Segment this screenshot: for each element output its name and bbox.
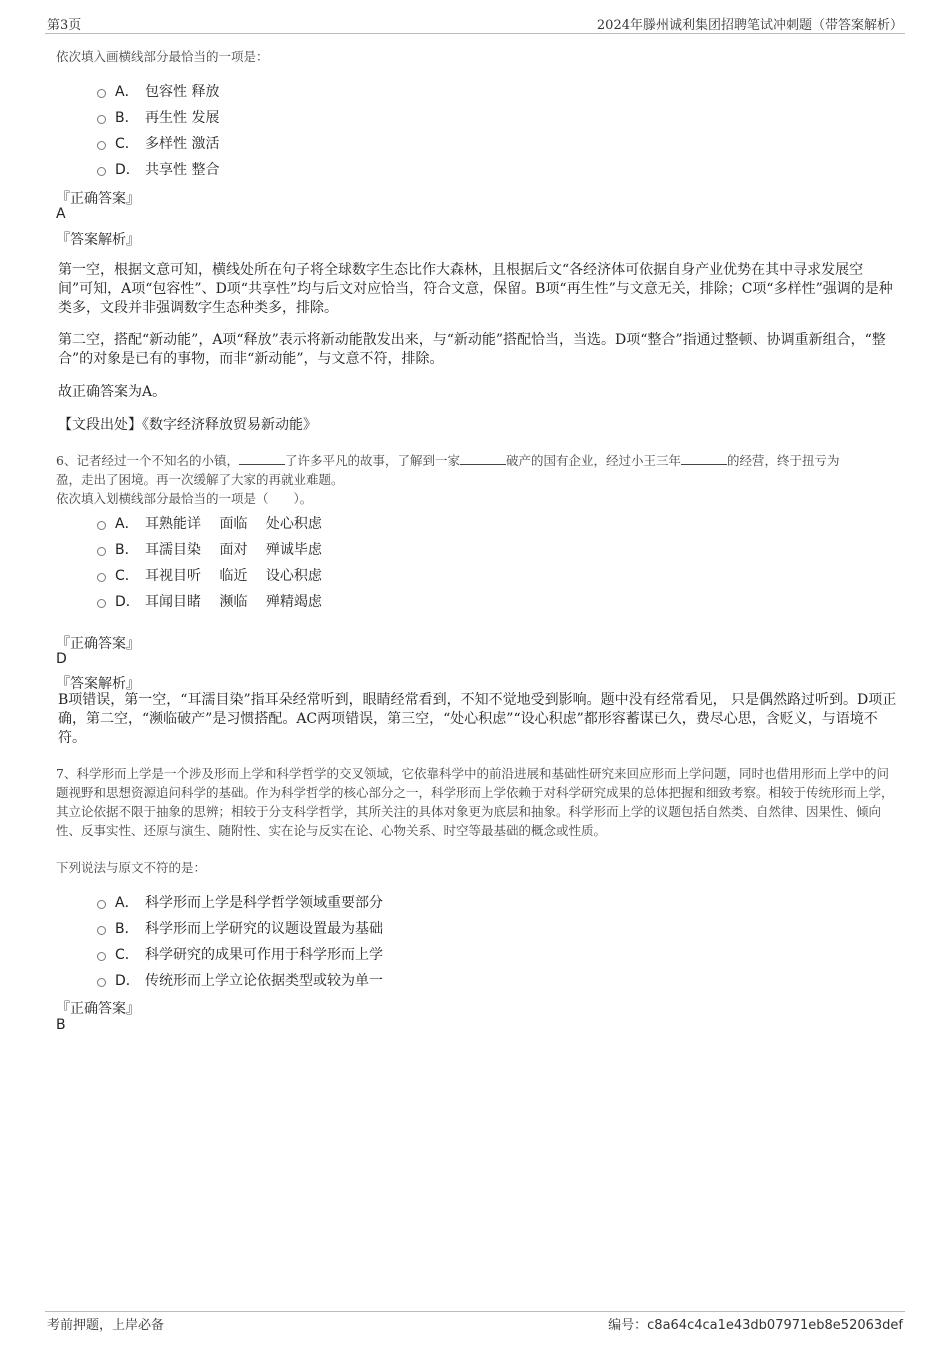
q7-passage: 7、科学形而上学是一个涉及形而上学和科学哲学的交叉领域，它依靠科学中的前沿进展和基础性研究来回应形而上学问题，同时也借用形而上学中的问题视野和思想资源追问科学的基础。作为科学哲学的核心部分之一，科学形而上学依赖于对科学研究成果的总体把握和细致考察。相较于传统形而上学，其立论依据不限于抽象的思辨；相较于分支科学哲学，其所关注的具体对象更为底层和抽象。科学形而上学的议题包括自然类、自然律、因果性、倾向性、反事实性、还原与演生、随附性、实在论与反实在论、心物关系、时空等最基础的概念或性质。 <box>56 766 894 838</box>
q6-answer-label: 『正确答案』 <box>56 636 140 652</box>
document-title: 2024年滕州诚利集团招聘笔试冲刺题（带答案解析） <box>596 18 903 33</box>
radio-icon[interactable] <box>97 521 106 530</box>
footer-rule <box>45 1311 905 1312</box>
radio-icon[interactable] <box>97 900 106 909</box>
q6-answer: D <box>56 651 67 667</box>
q6-analysis: B项错误，第一空，“耳濡目染”指耳朵经常听到，眼睛经常看到，不知不觉地受到影响。题中没有经常看见， 只是偶然路过听到。D项正确，第二空，“濒临破产”是习惯搭配。AC两项错误，第三空，“处心积虑”“设心积虑”都形容蓄谋已久，费尽心思，含贬义，与语境不符。 <box>58 692 897 746</box>
header-rule <box>45 33 905 34</box>
q5-analysis-label: 『答案解析』 <box>56 232 140 248</box>
q7-option-d[interactable]: D． 传统形而上学立论依据类型或较为单一 <box>97 970 383 990</box>
radio-icon[interactable] <box>97 167 106 176</box>
q5-analysis-paragraph-1: 第一空，根据文意可知，横线处所在句子将全球数字生态比作大森林，且根据后文“各经济体可依据自身产业优势在其中寻求发展空间”可知，A项“包容性”、D项“共享性”均与后文对应恰当，符合文意，保留。B项“再生性”与文意无关，排除；C项“多样性”强调的是种类多，文段并非强调数字生态种类多，排除。 <box>58 262 893 316</box>
radio-icon[interactable] <box>97 978 106 987</box>
q6-option-a[interactable]: A． 耳熟能详 面临 处心积虑 <box>97 513 322 533</box>
q5-prompt: 依次填入画横线部分最恰当的一项是： <box>56 49 269 64</box>
q5-answer-label: 『正确答案』 <box>56 191 140 207</box>
page-number: 第3页 <box>47 18 82 33</box>
q6-option-b[interactable]: B． 耳濡目染 面对 殚诚毕虑 <box>97 539 322 559</box>
q5-answer: A <box>56 206 66 222</box>
q6-stem: 6、记者经过一个不知名的小镇， 了许多平凡的故事，了解到一家 破产的国有企业，经过小王三年 的经营，终于扭亏为 盈，走出了困境。再一次缓解了大家的再就业难题。 依次填入划横线部分最恰当的一项是（ ）。 <box>56 453 840 506</box>
q6-option-d[interactable]: D． 耳闻目睹 濒临 殚精竭虑 <box>97 591 322 611</box>
radio-icon[interactable] <box>97 599 106 608</box>
q5-analysis-paragraph-2: 第二空，搭配“新动能”，A项“释放”表示将新动能散发出来，与“新动能”搭配恰当，当选。D项“整合”指通过整顿、协调重新组合，“整合”的对象是已有的事物，而非“新动能”，与文意不符，排除。 <box>58 332 886 367</box>
q7-option-a[interactable]: A． 科学形而上学是科学哲学领域重要部分 <box>97 892 383 912</box>
radio-icon[interactable] <box>97 952 106 961</box>
radio-icon[interactable] <box>97 926 106 935</box>
footer-code: 编号：c8a64c4ca1e43db07971eb8e52063def <box>608 1318 903 1333</box>
radio-icon[interactable] <box>97 115 106 124</box>
q5-analysis-conclusion: 故正确答案为A。 <box>58 384 167 400</box>
q7-prompt: 下列说法与原文不符的是： <box>56 860 207 875</box>
radio-icon[interactable] <box>97 141 106 150</box>
q7-answer-label: 『正确答案』 <box>56 1001 140 1017</box>
q7-option-b[interactable]: B． 科学形而上学研究的议题设置最为基础 <box>97 918 383 938</box>
blank-line <box>239 452 285 465</box>
q5-source: 【文段出处】《数字经济释放贸易新动能》 <box>58 417 317 433</box>
q7-option-c[interactable]: C． 科学研究的成果可作用于科学形而上学 <box>97 944 383 964</box>
q5-option-d[interactable]: D． 共享性 整合 <box>97 159 219 179</box>
q5-option-a[interactable]: A． 包容性 释放 <box>97 81 219 101</box>
radio-icon[interactable] <box>97 573 106 582</box>
footer-slogan: 考前押题，上岸必备 <box>47 1318 165 1333</box>
blank-line <box>681 452 727 465</box>
q7-answer: B <box>56 1017 66 1033</box>
q5-option-c[interactable]: C． 多样性 激活 <box>97 133 219 153</box>
q5-option-b[interactable]: B． 再生性 发展 <box>97 107 219 127</box>
blank-line <box>460 452 506 465</box>
q6-analysis-label: 『答案解析』 <box>56 676 140 692</box>
radio-icon[interactable] <box>97 89 106 98</box>
radio-icon[interactable] <box>97 547 106 556</box>
q6-option-c[interactable]: C． 耳视目听 临近 设心积虑 <box>97 565 322 585</box>
